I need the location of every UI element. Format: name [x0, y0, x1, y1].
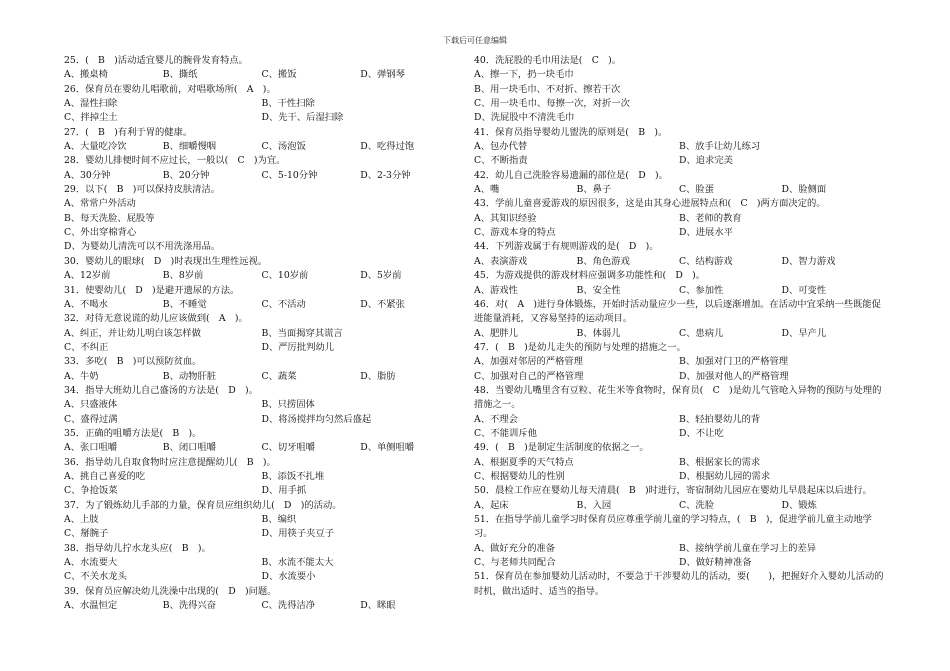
option-row [474, 284, 884, 298]
answer-option: A、做好充分的准备 [474, 542, 556, 554]
answer-option: B、根据家长的需求 [679, 456, 761, 468]
option-row [474, 327, 884, 341]
answer-option: D、不让吃 [679, 427, 724, 439]
answer-option: B、动物肝脏 [162, 370, 217, 382]
option-row [64, 527, 459, 541]
question-item [64, 183, 459, 255]
answer-option: C、10岁前 [261, 270, 309, 282]
answer-option: A、包办代替 [474, 141, 528, 153]
answer-option: D、单侧咀嚼 [360, 442, 415, 454]
answer-option: C、不活动 [261, 298, 306, 310]
answer-option: C、参加性 [679, 284, 724, 296]
answer-option: B、每天洗脸、屁股等 [64, 212, 155, 224]
option-row [64, 556, 459, 570]
question-item [474, 513, 884, 570]
answer-option: B、添饭不扎堆 [261, 470, 325, 482]
answer-option: C、洗得洁净 [261, 600, 316, 612]
option-row [474, 427, 884, 441]
question-stem: 26．保育员在婴幼儿唱歌前，对唱歌场所( A )。 [64, 83, 276, 95]
question-stem: 37．为了锻炼幼儿手部的力量，保育员应组织幼儿( D )的活动。 [64, 499, 342, 511]
answer-option: B、8岁前 [162, 270, 204, 282]
option-row [474, 556, 884, 570]
answer-option: B、体弱儿 [576, 327, 621, 339]
answer-option: B、闭口咀嚼 [162, 442, 217, 454]
answer-option: A、30分钟 [64, 169, 111, 181]
answer-option: A、大量吃冷饮 [64, 141, 127, 153]
answer-option: C、外出穿棉背心 [64, 227, 137, 239]
answer-option: D、将汤搅拌均匀然后盛起 [261, 413, 372, 425]
answer-option: D、脂肪 [360, 370, 396, 382]
answer-option: D、进展水平 [679, 227, 733, 239]
option-row [64, 68, 459, 82]
answer-option: A、搬桌椅 [64, 69, 108, 81]
answer-option: A、张口咀嚼 [64, 442, 118, 454]
answer-option: D、吃得过饱 [360, 141, 415, 153]
option-row [64, 111, 459, 125]
question-item [64, 154, 459, 183]
answer-option: C、不关水龙头 [64, 571, 127, 583]
option-row [64, 441, 459, 455]
question-stem: 32．对待无意说谎的幼儿应该做到( A )。 [64, 313, 248, 325]
answer-option: B、放手让幼儿练习 [679, 141, 761, 153]
question-stem: 34．指导大班幼儿自己盛汤的方法是( D )。 [64, 384, 258, 396]
answer-option: A、不理会 [474, 413, 518, 425]
option-row [64, 513, 459, 527]
option-row [474, 413, 884, 427]
answer-option: A、肥胖儿 [474, 327, 518, 339]
option-row [64, 599, 459, 613]
answer-option: B、当面揭穿其谎言 [261, 327, 343, 339]
option-row [64, 298, 459, 312]
question-stem: 50．晨检工作应在婴幼儿每天清晨( B )时进行，寄宿制幼儿园应在婴幼儿早晨起床以后进行。 [474, 485, 872, 497]
question-item [474, 570, 884, 599]
answer-option: A、其知识经验 [474, 212, 537, 224]
answer-option: C、盛得过满 [64, 413, 118, 425]
answer-option: B、编织 [261, 514, 297, 525]
answer-option: B、鼻子 [576, 184, 612, 196]
answer-option: C、游戏本身的特点 [474, 227, 556, 239]
answer-option: B、角色游戏 [576, 255, 630, 267]
answer-option: D、先干、后湿扫除 [261, 112, 344, 124]
answer-option: A、不喝水 [64, 298, 108, 310]
option-row [474, 499, 884, 513]
option-row [64, 212, 459, 226]
question-stem: 45．为游戏提供的游戏材料应强调多功能性和( D )。 [474, 270, 706, 282]
option-row [474, 83, 884, 97]
question-stem: 42．幼儿自己洗脸容易遗漏的部位是( D )。 [474, 169, 668, 181]
question-item [64, 312, 459, 355]
answer-option: A、嘴 [474, 184, 500, 196]
answer-option: B、不睡觉 [162, 298, 207, 310]
question-item [64, 499, 459, 542]
answer-option: D、洗屁股中不清洗毛巾 [474, 112, 575, 124]
page-header: 下载后可任意编辑 [443, 36, 507, 45]
right-column [474, 54, 884, 599]
question-item [64, 54, 459, 83]
answer-option: D、根据幼儿园的需求 [679, 470, 771, 482]
answer-option: C、加强对自己的严格管理 [474, 370, 584, 382]
answer-option: B、入园 [576, 499, 612, 511]
answer-option: C、不纠正 [64, 341, 109, 353]
answer-option: B、20分钟 [162, 169, 210, 181]
question-item [474, 169, 884, 198]
answer-option: A、起床 [474, 499, 509, 511]
answer-option: A、牛奶 [64, 370, 99, 382]
option-row [64, 140, 459, 154]
answer-option: D、眯眼 [360, 600, 396, 612]
option-row [474, 154, 884, 168]
question-item [64, 355, 459, 384]
answer-option: A、水温恒定 [64, 600, 118, 612]
question-item [64, 255, 459, 284]
question-stem: 39．保育员应解决幼儿洗澡中出现的( D )问题。 [64, 585, 277, 597]
answer-option: D、水流要小 [261, 571, 316, 583]
answer-option: A、只盛液体 [64, 399, 118, 411]
answer-option: D、脸侧面 [781, 184, 827, 196]
question-stem: 51．在指导学前儿童学习时保育员应尊重学前儿童的学习特点，( B )，促进学前儿童主动地学习。 [474, 514, 872, 540]
option-row [474, 68, 884, 82]
question-item [64, 384, 459, 427]
answer-option: C、用一块毛巾、每擦一次，对折一次 [474, 98, 630, 110]
question-item [64, 585, 459, 614]
answer-option: C、患病儿 [679, 327, 724, 339]
answer-option: C、不断指责 [474, 155, 528, 167]
question-stem: 47．( B )是幼儿走失的预防与处理的措施之一。 [474, 341, 686, 353]
answer-option: D、弹钢琴 [360, 69, 405, 81]
answer-option: C、与老师共同配合 [474, 557, 556, 569]
option-row [64, 341, 459, 355]
option-row [474, 470, 884, 484]
answer-option: A、加强对邻居的严格管理 [474, 356, 583, 368]
answer-option: C、拌掉尘土 [64, 112, 118, 124]
answer-option: C、掰腕子 [64, 528, 109, 540]
option-row [64, 570, 459, 584]
answer-option: A、水流要大 [64, 557, 118, 569]
answer-option: D、5岁前 [360, 270, 402, 282]
question-item [64, 542, 459, 585]
option-row [64, 398, 459, 412]
answer-option: C、结构游戏 [679, 255, 733, 267]
question-stem: 49．( B )是制定生活制度的依据之一。 [474, 442, 649, 454]
answer-option: C、蔬菜 [261, 370, 297, 382]
question-stem: 25．( B )活动适宜婴儿的腕骨发育特点。 [64, 55, 248, 66]
question-stem: 35．正确的咀嚼方法是( B )。 [64, 427, 202, 439]
answer-option: A、纠正，并让幼儿明白该怎样做 [64, 327, 201, 339]
option-row [64, 97, 459, 111]
answer-option: B、水流不能太大 [261, 557, 334, 569]
option-row [474, 370, 884, 384]
option-row [64, 240, 459, 254]
question-item [474, 298, 884, 341]
answer-option: D、为婴幼儿清洗可以不用洗涤用品。 [64, 241, 221, 253]
answer-option: D、用筷子夹豆子 [261, 528, 335, 540]
answer-option: A、湿性扫除 [64, 98, 118, 110]
question-stem: 44．下列游戏属于有规则游戏的是( D )。 [474, 241, 659, 253]
answer-option: B、用一块毛巾、不对折、擦若干次 [474, 83, 621, 95]
answer-option: A、擦一下，扔一块毛巾 [474, 69, 574, 81]
answer-option: D、严厉批判幼儿 [261, 341, 335, 353]
answer-option: C、洗脸 [679, 499, 715, 511]
question-stem: 51．保育员在参加婴幼儿活动时，不要急于干涉婴幼儿的活动，要( )，把握好介入婴幼儿活动的时机，做出适时、适当的指导。 [474, 571, 884, 597]
answer-option: D、不紧张 [360, 298, 405, 310]
question-stem: 38．指导幼儿拧水龙头应( B )。 [64, 542, 211, 554]
answer-option: D、早产儿 [781, 327, 827, 339]
question-stem: 43．学前儿童喜爱游戏的原因很多，这是由其身心进展特点和( C )两方面决定的。 [474, 198, 826, 210]
option-row [64, 370, 459, 384]
option-row [64, 169, 459, 183]
question-stem: 31．使婴幼儿( D )是避开遗尿的方法。 [64, 284, 240, 296]
question-stem: 40．洗屁股的毛巾用法是( C )。 [474, 55, 622, 66]
option-row [64, 327, 459, 341]
question-stem: 48．当婴幼儿嘴里含有豆粒、花生米等食物时，保育员( C )是幼儿气管呛入异物的预防与处理的措施之一。 [474, 384, 882, 411]
question-stem: 27．( B )有利于胃的健康。 [64, 126, 193, 138]
question-item [64, 126, 459, 155]
answer-option: A、根据夏季的天气特点 [474, 456, 574, 468]
question-item [474, 384, 884, 441]
question-stem: 33．多吃( B )可以预防贫血。 [64, 356, 202, 368]
answer-option: C、搬饭 [261, 69, 297, 81]
answer-option: A、上肢 [64, 514, 99, 525]
question-item [474, 269, 884, 298]
answer-option: B、接纳学前儿童在学习上的差异 [679, 542, 816, 554]
question-stem: 36．指导幼儿自取食物时应注意提醒幼儿( B )。 [64, 456, 276, 468]
option-row [474, 542, 884, 556]
option-row [474, 111, 884, 125]
question-item [474, 197, 884, 240]
question-item [64, 456, 459, 499]
option-row [64, 470, 459, 484]
answer-option: D、加强对他人的严格管理 [679, 370, 789, 382]
answer-option: C、争抢饭菜 [64, 485, 118, 497]
answer-option: A、常常户外活动 [64, 198, 136, 210]
answer-option: C、汤泡饭 [261, 141, 306, 153]
question-item [474, 484, 884, 513]
answer-option: D、2-3分钟 [360, 169, 411, 181]
answer-option: C、切牙咀嚼 [261, 442, 316, 454]
option-row [474, 212, 884, 226]
answer-option: B、细嚼慢咽 [162, 141, 217, 153]
question-item [64, 83, 459, 126]
option-row [64, 226, 459, 240]
answer-option: D、用手抓 [261, 485, 307, 497]
option-row [474, 97, 884, 111]
answer-option: D、追求完美 [679, 155, 733, 167]
answer-option: C、脸蛋 [679, 184, 715, 196]
question-item [474, 341, 884, 384]
answer-option: D、做好精神准备 [679, 557, 752, 569]
question-item [474, 240, 884, 269]
option-row [64, 269, 459, 283]
answer-option: B、安全性 [576, 284, 621, 296]
option-row [474, 226, 884, 240]
answer-option: D、锻炼 [781, 499, 817, 511]
left-column [64, 54, 459, 613]
answer-option: B、加强对门卫的严格管理 [679, 356, 789, 368]
option-row [64, 484, 459, 498]
answer-option: D、可变性 [781, 284, 827, 296]
question-stem: 28．婴幼儿排便时间不应过长，一般以( C )为宜。 [64, 155, 286, 167]
question-item [474, 54, 884, 126]
answer-option: B、轻拍婴幼儿的背 [679, 413, 761, 425]
option-row [474, 183, 884, 197]
question-item [64, 284, 459, 313]
answer-option: B、只捞固体 [261, 399, 315, 411]
answer-option: B、干性扫除 [261, 98, 315, 110]
option-row [474, 355, 884, 369]
question-stem: 41．保育员指导婴幼儿盥洗的原则是( B )。 [474, 126, 668, 138]
question-item [474, 126, 884, 169]
question-stem: 29．以下( B )可以保持皮肤清洁。 [64, 184, 221, 196]
option-row [474, 140, 884, 154]
answer-option: C、根据婴幼儿的性别 [474, 470, 565, 482]
answer-option: A、12岁前 [64, 270, 111, 282]
option-row [474, 255, 884, 269]
answer-option: B、老师的教育 [679, 212, 742, 224]
option-row [474, 456, 884, 470]
answer-option: A、表演游戏 [474, 255, 528, 267]
question-stem: 46．对( A )进行身体锻炼，开始时活动量应少一些，以后逐渐增加。在活动中宜采纳一些既能促进能量消耗，又容易坚持的运动项目。 [474, 298, 881, 325]
option-row [64, 197, 459, 211]
answer-option: B、洗得兴奋 [162, 600, 217, 612]
answer-option: B、撕纸 [162, 69, 198, 81]
option-row [64, 413, 459, 427]
answer-option: C、不能训斥他 [474, 427, 537, 439]
answer-option: D、智力游戏 [781, 255, 836, 267]
answer-option: C、5-10分钟 [261, 169, 318, 181]
answer-option: A、挑自己喜爱的吃 [64, 470, 146, 482]
question-item [474, 441, 884, 484]
question-stem: 30．婴幼儿的眼球( D )时表现出生理性远视。 [64, 255, 268, 267]
question-item [64, 427, 459, 456]
answer-option: A、游戏性 [474, 284, 518, 296]
